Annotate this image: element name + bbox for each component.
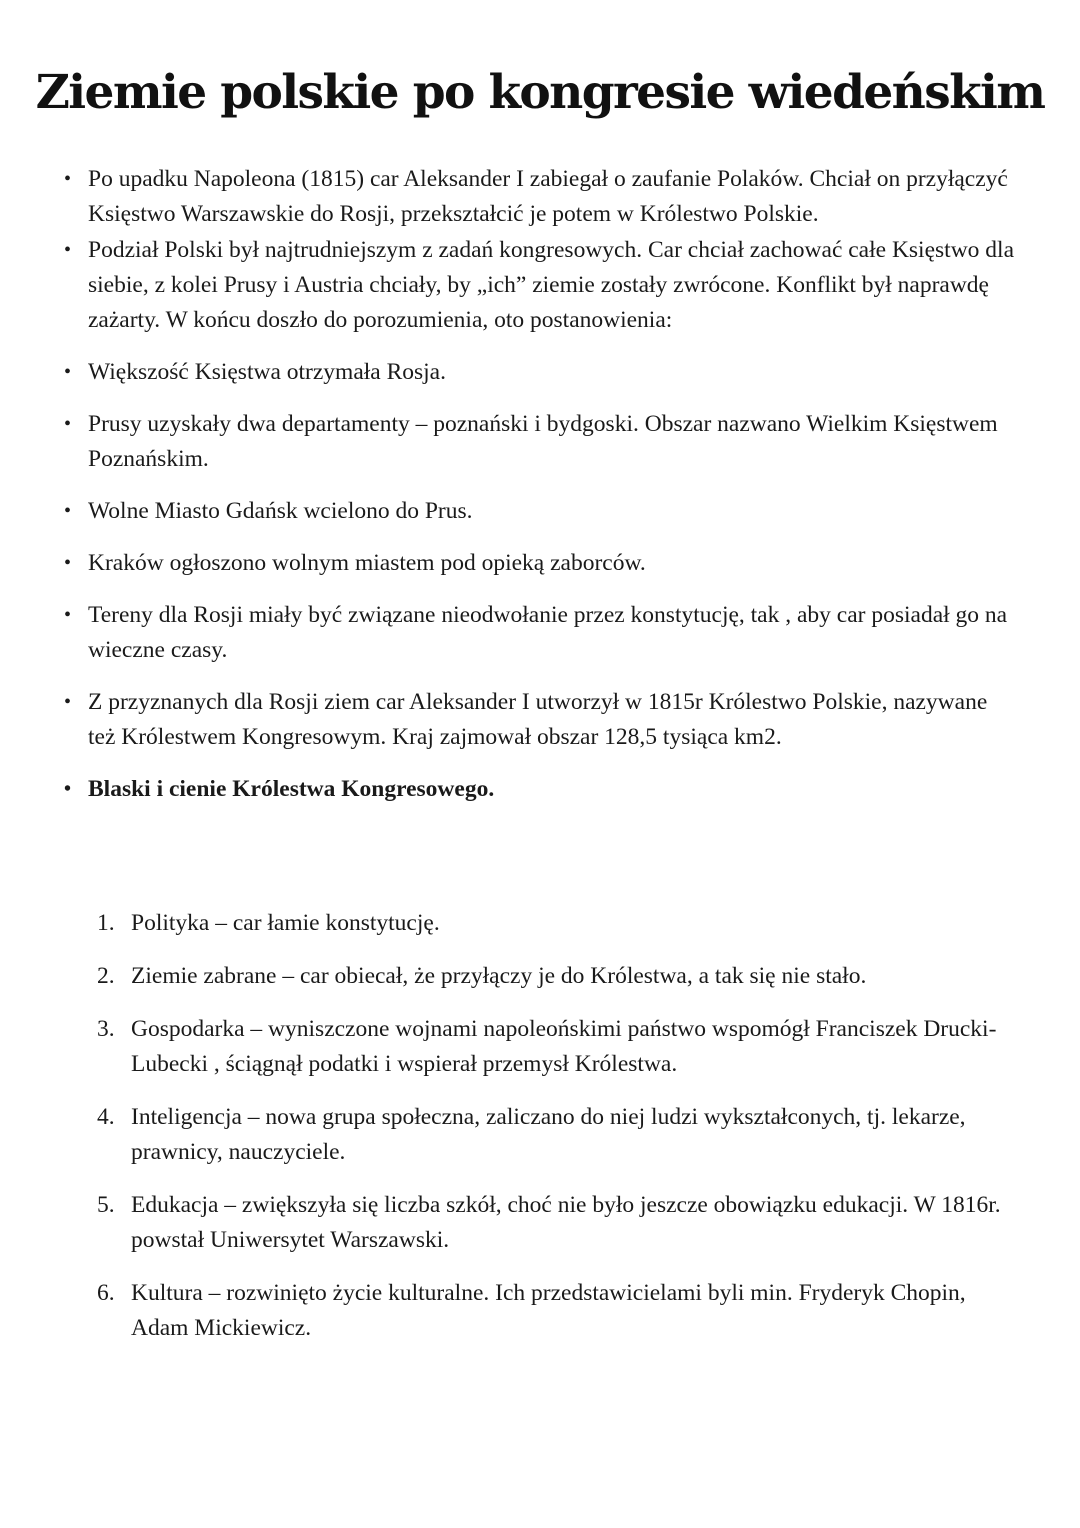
bullet-marker: • <box>64 778 72 800</box>
numbered-item-text: Polityka – car łamie konstytucję. <box>131 910 440 936</box>
section-heading-text: Blaski i cienie Królestwa Kongresowego. <box>88 776 495 802</box>
item-number: 5. <box>97 1192 115 1218</box>
item-number: 6. <box>97 1280 115 1306</box>
list-item-text: Tereny dla Rosji miały być związane nieodwołanie przez konstytucję, tak , aby car posiadał go na wieczne czasy. <box>88 602 1008 663</box>
section-heading <box>0 772 1080 807</box>
item-number: 2. <box>97 963 115 989</box>
item-number: 4. <box>97 1104 115 1130</box>
bullet-marker: • <box>64 604 72 626</box>
numbered-item-text: Ziemie zabrane – car obiecał, że przyłączy je do Królestwa, a tak się nie stało. <box>131 963 867 989</box>
bullet-marker: • <box>64 361 72 383</box>
list-item-text: Kraków ogłoszono wolnym miastem pod opieką zaborców. <box>88 550 646 576</box>
list-item <box>0 407 1080 477</box>
numbered-item <box>0 959 1080 994</box>
numbered-item-text: Edukacja – zwiększyła się liczba szkół, choć nie było jeszcze obowiązku edukacji. W 1816r. powstał Uniwersytet Warszawski. <box>131 1192 1001 1253</box>
list-item-text: Podział Polski był najtrudniejszym z zadań kongresowych. Car chciał zachować całe Księstwo dla siebie, z kolei Prusy i Austria chciały, by „ich” ziemie zostały zwrócone. Konflikt był naprawdę zażarty. W końcu doszło do porozumienia, oto postanowienia: <box>88 237 1015 333</box>
numbered-item <box>0 1188 1080 1258</box>
bullet-marker: • <box>64 168 72 190</box>
numbered-list <box>0 906 1080 1364</box>
numbered-item-text: Inteligencja – nowa grupa społeczna, zaliczano do niej ludzi wykształconych, tj. lekarze, prawnicy, nauczyciele. <box>131 1104 966 1165</box>
list-item <box>0 546 1080 581</box>
item-number: 1. <box>97 910 115 936</box>
numbered-item <box>0 1100 1080 1170</box>
page-title: Ziemie polskie po kongresie wiedeńskim <box>35 65 1045 120</box>
numbered-item <box>0 1276 1080 1346</box>
bullet-marker: • <box>64 552 72 574</box>
item-number: 3. <box>97 1016 115 1042</box>
list-item-text: Z przyznanych dla Rosji ziem car Aleksander I utworzył w 1815r Królestwo Polskie, nazywane też Królestwem Kongresowym. Kraj zajmował obszar 128,5 tysiąca km2. <box>88 689 988 750</box>
list-item-text: Większość Księstwa otrzymała Rosja. <box>88 359 446 385</box>
list-item <box>0 598 1080 668</box>
list-item <box>0 233 1080 338</box>
list-item-text: Prusy uzyskały dwa departamenty – poznański i bydgoski. Obszar nazwano Wielkim Księstwem Poznańskim. <box>88 411 998 472</box>
bullet-marker: • <box>64 691 72 713</box>
bullet-marker: • <box>64 239 72 261</box>
numbered-item-text: Kultura – rozwinięto życie kulturalne. Ich przedstawicielami byli min. Fryderyk Chopin, Adam Mickiewicz. <box>131 1280 966 1341</box>
list-item <box>0 355 1080 390</box>
bullet-marker: • <box>64 413 72 435</box>
list-item <box>0 162 1080 232</box>
list-item-text: Po upadku Napoleona (1815) car Aleksander I zabiegał o zaufanie Polaków. Chciał on przyłączyć Księstwo Warszawskie do Rosji, przekształcić je potem w Królestwo Polskie. <box>88 166 1008 227</box>
numbered-item <box>0 906 1080 941</box>
bullet-marker: • <box>64 500 72 522</box>
numbered-item <box>0 1012 1080 1082</box>
bullet-list <box>0 162 1080 807</box>
numbered-item-text: Gospodarka – wyniszczone wojnami napoleońskimi państwo wspomógł Franciszek Drucki-Lubecki , ściągnął podatki i wspierał przemysł Królestwa. <box>131 1016 997 1077</box>
list-item-text: Wolne Miasto Gdańsk wcielono do Prus. <box>88 498 473 524</box>
list-item <box>0 685 1080 755</box>
list-item <box>0 494 1080 529</box>
